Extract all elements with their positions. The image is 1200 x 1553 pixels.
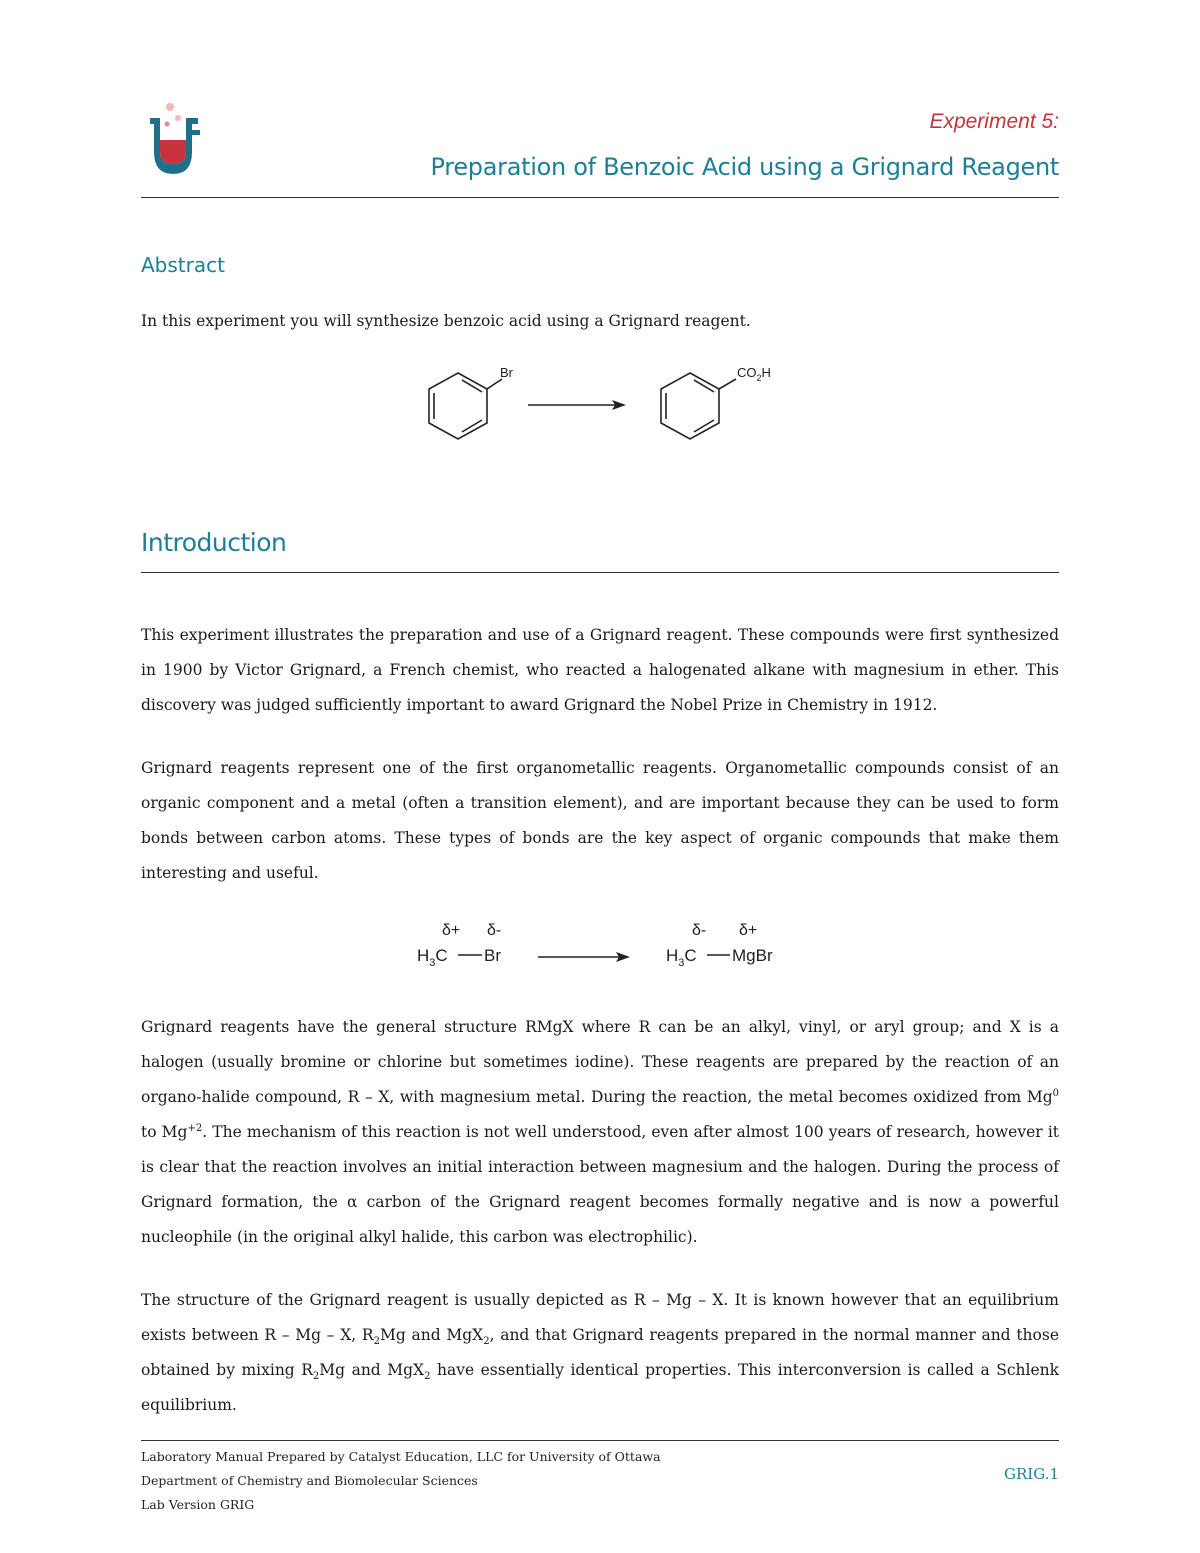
intro-paragraph-1: This experiment illustrates the preparation and use of a Grignard reagent. These compounds were first synthesized in 1900 by Victor Grignard, a French chemist, who reacted a halogenated alkane with magnesium in ether. This discovery was judged sufficiently important to award Grignard the Nobel Prize in Chemistry in 1912. — [141, 626, 1059, 714]
page-number: GRIG.1 — [1004, 1465, 1059, 1483]
methyl-bromide-label: $H_3C$ — [417, 946, 448, 969]
delta-minus-right: δ- — [692, 922, 707, 939]
bromine-label: Br — [484, 946, 501, 965]
intro-paragraph-2: Grignard reagents represent one of the first organometallic reagents. Organometallic compounds consist of an organic component and a metal (often a transition element), and are important because they can be used to form bonds between carbon atoms. These types of bonds are the key aspect of organic compounds that make them interesting and useful. — [141, 759, 1059, 882]
carboxyl-label: $CO_2H$ — [737, 365, 771, 383]
footer-line-1: Laboratory Manual Prepared by Catalyst Education, LLC for University of Ottawa — [141, 1449, 661, 1464]
benzene-ring-left — [429, 373, 487, 439]
experiment-label: Experiment 5: — [929, 110, 1059, 133]
abstract-text: In this experiment you will synthesize benzoic acid using a Grignard reagent. — [141, 312, 751, 330]
reaction-scheme-polarity — [400, 915, 800, 975]
intro-paragraph-4: The structure of the Grignard reagent is usually depicted as R – Mg – X. It is known however that an equilibrium exists between R – Mg – X, $R_2Mg$ and MgX$_2$, and that Grignard reagents prepared in the normal manner and those obtained by mixing $R_2Mg$ and MgX$_2$ have essentially identical properties. This interconversion is called a Schlenk equilibrium. — [141, 1291, 1059, 1414]
page-title: Preparation of Benzoic Acid using a Grignard Reagent — [430, 153, 1059, 181]
introduction-divider — [141, 572, 1059, 573]
abstract-heading: Abstract — [141, 253, 225, 277]
beaker-u-logo-icon — [140, 100, 210, 180]
benzene-ring-right — [661, 373, 719, 439]
delta-minus-left: δ- — [487, 922, 502, 939]
delta-plus-right: δ+ — [739, 922, 758, 939]
footer-line-3: Lab Version GRIG — [141, 1497, 255, 1512]
bromo-label: Br — [500, 365, 513, 380]
mgbr-label: MgBr — [732, 946, 773, 965]
methyl-grignard-label: $H_3C$ — [666, 946, 697, 969]
footer-line-2: Department of Chemistry and Biomolecular Sciences — [141, 1473, 478, 1488]
footer — [141, 1445, 661, 1517]
header-divider — [141, 197, 1059, 198]
intro-paragraph-3: Grignard reagents have the general structure RMgX where R can be an alkyl, vinyl, or aryl group; and X is a halogen (usually bromine or chlorine but sometimes iodine). These reagents are prepared by the reaction of an organo-halide compound, R – X, with magnesium metal. During the reaction, the metal becomes oxidized from Mg$^0$ to $Mg^{+2}$. The mechanism of this reaction is not well understood, even after almost 100 years of research, however it is clear that the reaction involves an initial interaction between magnesium and the halogen. During the process of Grignard formation, the α carbon of the Grignard reagent becomes formally negative and is now a powerful nucleophile (in the original alkyl halide, this carbon was electrophilic). — [141, 1018, 1060, 1246]
reaction-scheme-benzoic-acid — [400, 355, 800, 450]
delta-plus-left: δ+ — [442, 922, 461, 939]
introduction-heading: Introduction — [141, 528, 287, 557]
footer-divider — [141, 1440, 1059, 1441]
